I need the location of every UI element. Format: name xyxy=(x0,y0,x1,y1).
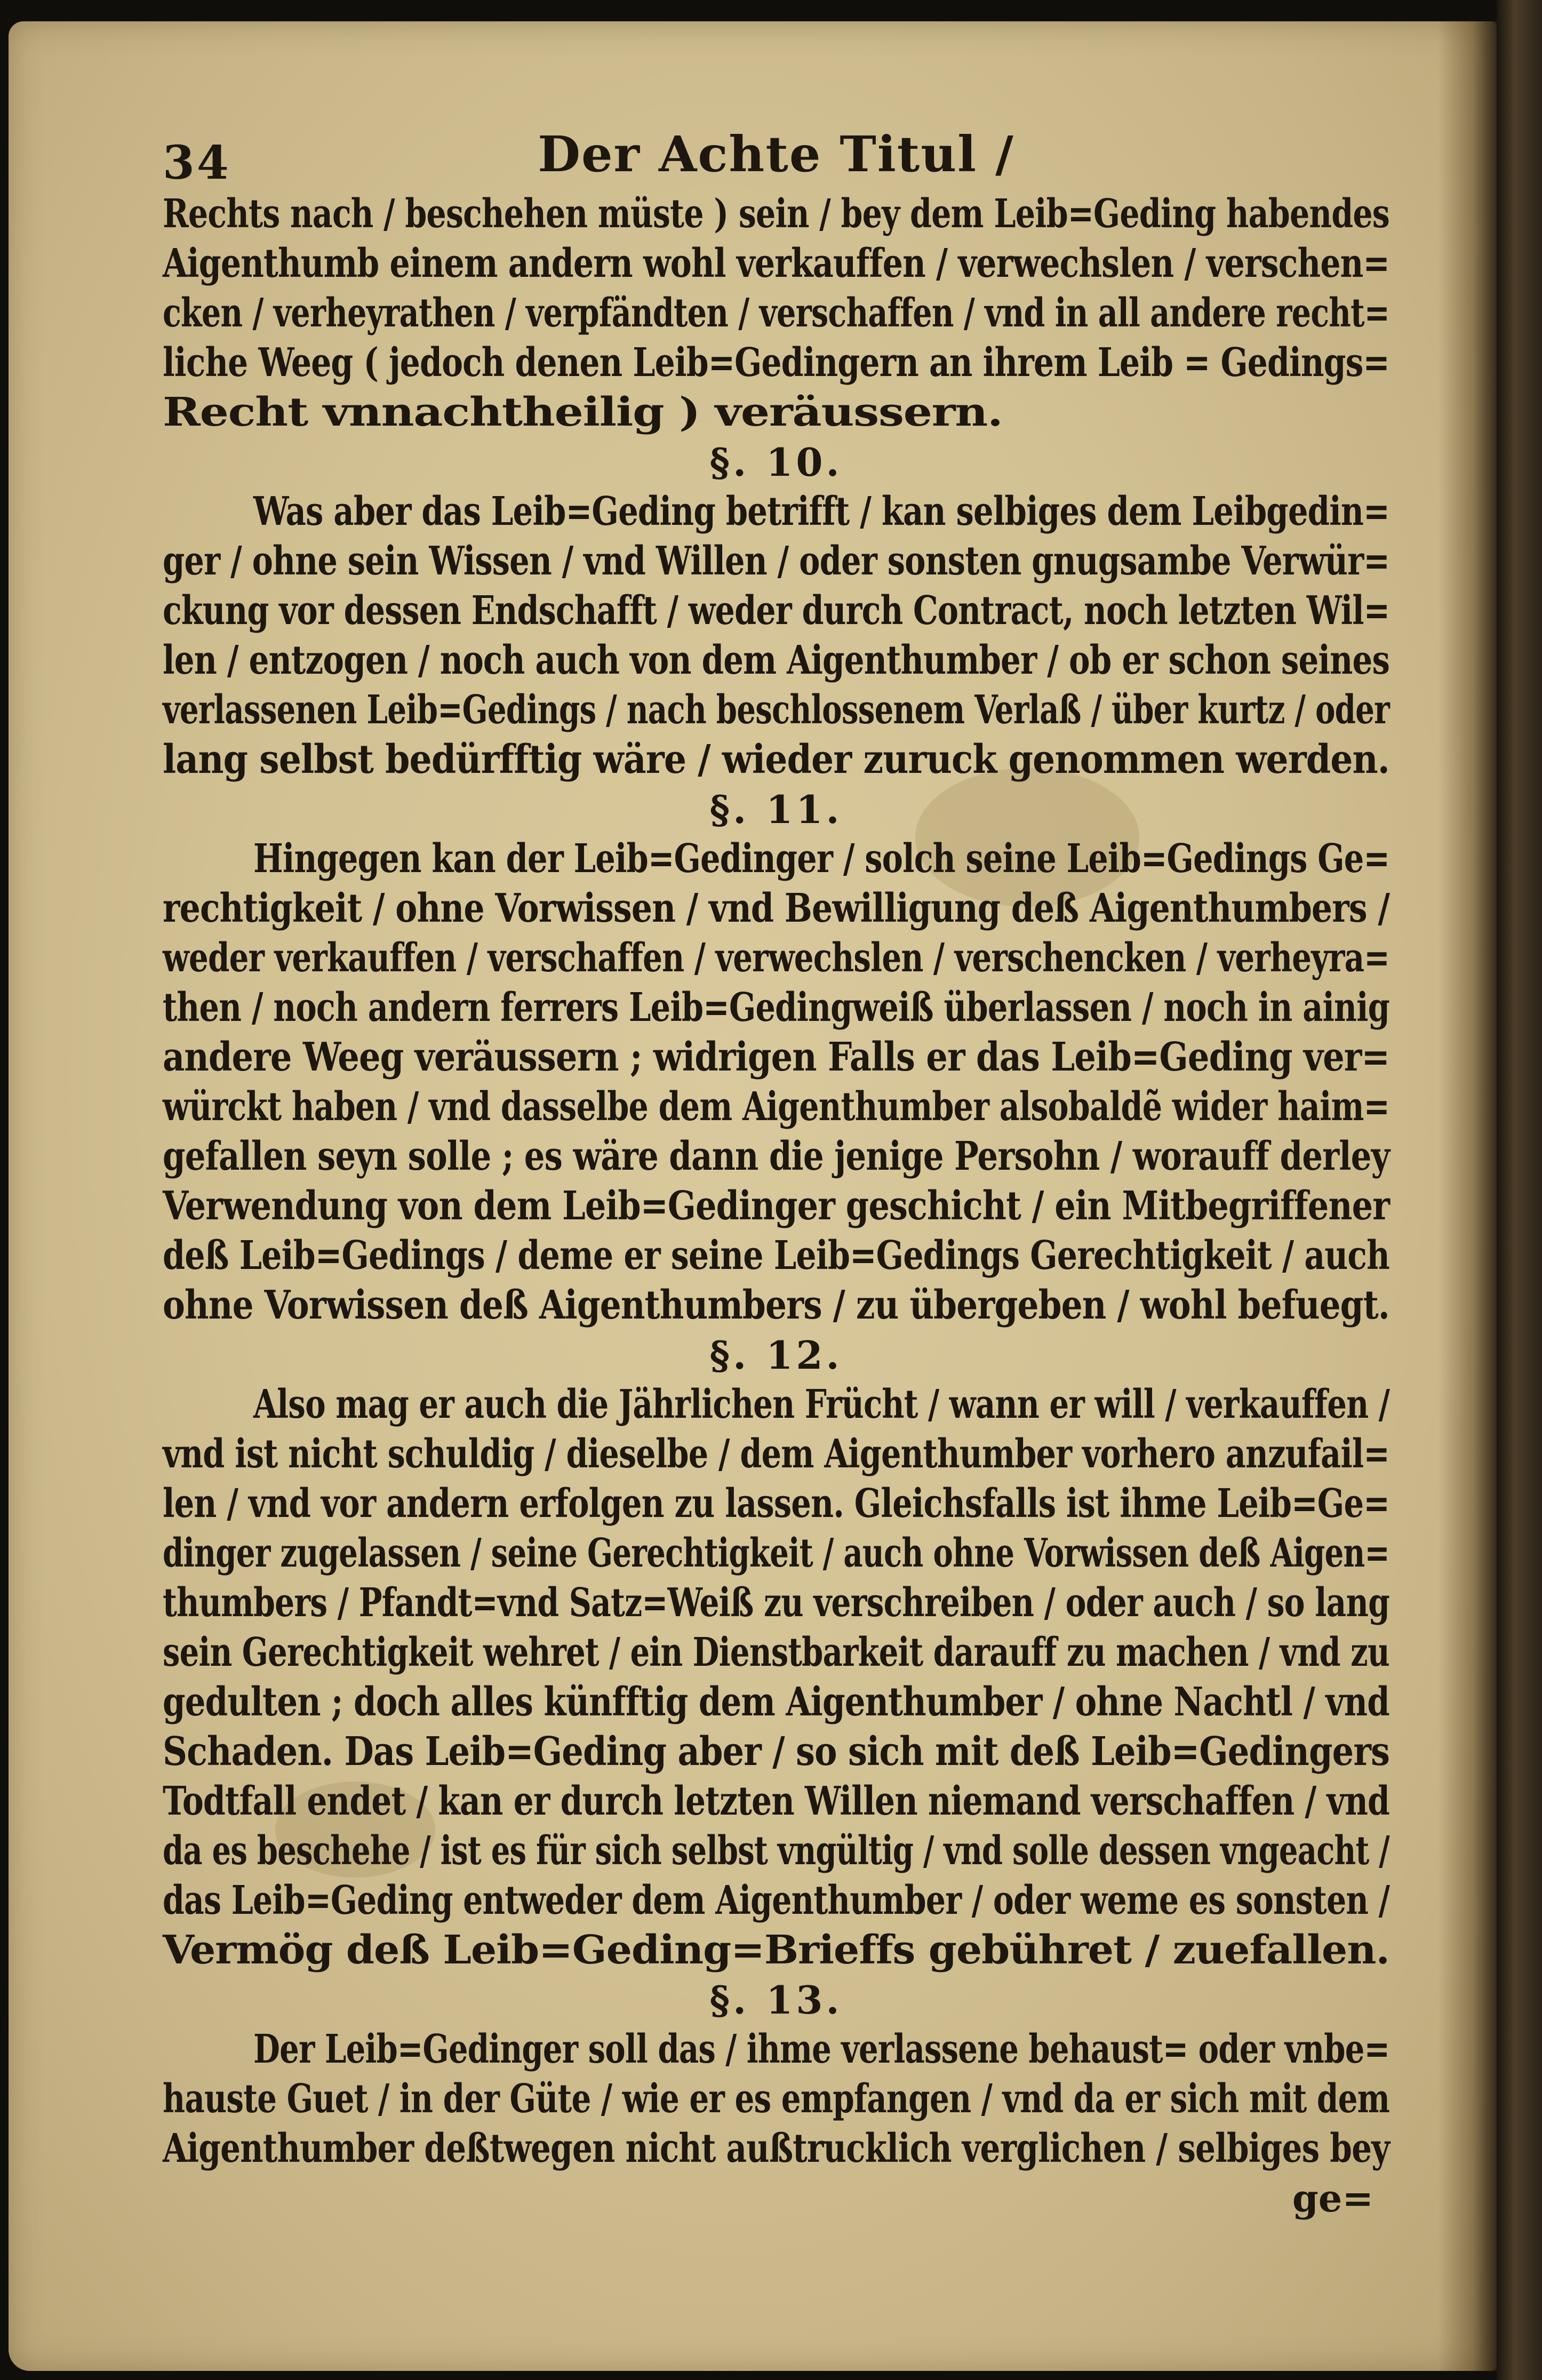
text-line: len / entzogen / noch auch von dem Aigenthumber / ob er schon seines xyxy=(163,637,1390,683)
text-line: Was aber das Leib=Geding betrifft / kan selbiges dem Leibgedin= xyxy=(253,489,1389,534)
text-line: lang selbst bedürfftig wäre / wieder zuruck genommen werden. xyxy=(163,737,1389,782)
text-line: len / vnd vor andern erfolgen zu lassen. Gleichsfalls ist ihme Leib=Ge= xyxy=(163,1481,1389,1527)
text-line: then / noch andern ferrers Leib=Gedingweiß überlassen / noch in ainig xyxy=(163,985,1390,1031)
text-line: weder verkauffen / verschaffen / verwechslen / verschencken / verheyra= xyxy=(163,935,1389,981)
catchword: ge= xyxy=(1292,2176,1373,2221)
text-line: dinger zugelassen / seine Gerechtigkeit / auch ohne Vorwissen deß Aigen= xyxy=(163,1530,1389,1576)
text-line: rechtigkeit / ohne Vorwissen / vnd Bewilligung deß Aigenthumbers / xyxy=(163,885,1389,931)
running-head xyxy=(163,115,1389,189)
text-line: Vermög deß Leib=Geding=Brieffs gebühret / zuefallen. xyxy=(163,1927,1389,1973)
text-line: cken / verheyrathen / verpfändten / verschaffen / vnd in all andere recht= xyxy=(163,290,1389,336)
section-heading: §. 10. xyxy=(709,440,843,485)
text-line: Recht vnnachtheilig ) veräussern. xyxy=(163,389,1003,435)
text-line: deß Leib=Gedings / deme er seine Leib=Gedings Gerechtigkeit / auch xyxy=(163,1233,1390,1279)
text-line: liche Weeg ( jedoch denen Leib=Gedingern an ihrem Leib = Gedings= xyxy=(163,340,1389,386)
text-line: ohne Vorwissen deß Aigenthumbers / zu übergeben / wohl befuegt. xyxy=(163,1282,1389,1328)
text-line: sein Gerechtigkeit wehret / ein Dienstbarkeit darauff zu machen / vnd zu xyxy=(163,1630,1389,1675)
text-line: Verwendung von dem Leib=Gedinger geschicht / ein Mitbegriffener xyxy=(163,1183,1390,1229)
page-gutter-shadow xyxy=(1438,21,1497,2371)
page-number: 34 xyxy=(163,136,231,190)
next-page-edge xyxy=(1497,0,1542,2380)
text-line: vnd ist nicht schuldig / dieselbe / dem Aigenthumber vorhero anzufail= xyxy=(163,1431,1389,1477)
text-line: thumbers / Pfandt=vnd Satz=Weiß zu verschreiben / oder auch / so lang xyxy=(163,1580,1390,1626)
chapter-title: Der Achte Titul / xyxy=(538,125,1014,183)
text-line: ger / ohne sein Wissen / vnd Willen / oder sonsten gnugsambe Verwür= xyxy=(163,538,1389,584)
text-line: da es beschehe / ist es für sich selbst vngültig / vnd solle dessen vngeacht / xyxy=(163,1828,1389,1874)
text-line: Also mag er auch die Jährlichen Frücht / wann er will / verkauffen / xyxy=(253,1381,1390,1427)
text-line: gedulten ; doch alles künfftig dem Aigenthumber / ohne Nachtl / vnd xyxy=(163,1679,1389,1725)
text-line: gefallen seyn solle ; es wäre dann die jenige Persohn / worauff derley xyxy=(163,1133,1390,1179)
text-line: das Leib=Geding entweder dem Aigenthumber / oder weme es sonsten / xyxy=(163,1878,1390,1923)
text-line: hauste Guet / in der Güte / wie er es empfangen / vnd da er sich mit dem xyxy=(163,2076,1390,2122)
section-heading: §. 12. xyxy=(709,1332,843,1378)
text-line: würckt haben / vnd dasselbe dem Aigenthumber alsobaldẽ wider haim= xyxy=(163,1084,1389,1130)
page-text-block xyxy=(163,115,1389,2223)
text-line: verlassenen Leib=Gedings / nach beschlossenem Verlaß / über kurtz / oder xyxy=(163,687,1389,733)
text-line: Todtfall endet / kan er durch letzten Willen niemand verschaffen / vnd xyxy=(163,1778,1390,1824)
text-line: Aigenthumb einem andern wohl verkauffen / verwechslen / verschen= xyxy=(163,241,1389,286)
text-line: ckung vor dessen Endschafft / weder durch Contract, noch letzten Wil= xyxy=(163,588,1390,634)
section-heading: §. 11. xyxy=(709,787,843,832)
text-line: Rechts nach / beschehen müste ) sein / bey dem Leib=Geding habendes xyxy=(163,191,1389,237)
section-heading: §. 13. xyxy=(709,1977,843,2023)
text-line: Der Leib=Gedinger soll das / ihme verlassene behaust= oder vnbe= xyxy=(253,2026,1390,2072)
text-line: andere Weeg veräussern ; widrigen Falls er das Leib=Geding ver= xyxy=(163,1034,1389,1080)
text-line: Schaden. Das Leib=Geding aber / so sich mit deß Leib=Gedingers xyxy=(163,1729,1390,1775)
text-line: Aigenthumber deßtwegen nicht außtrucklich verglichen / selbiges bey xyxy=(163,2126,1390,2171)
text-line: Hingegen kan der Leib=Gedinger / solch seine Leib=Gedings Ge= xyxy=(253,836,1390,882)
